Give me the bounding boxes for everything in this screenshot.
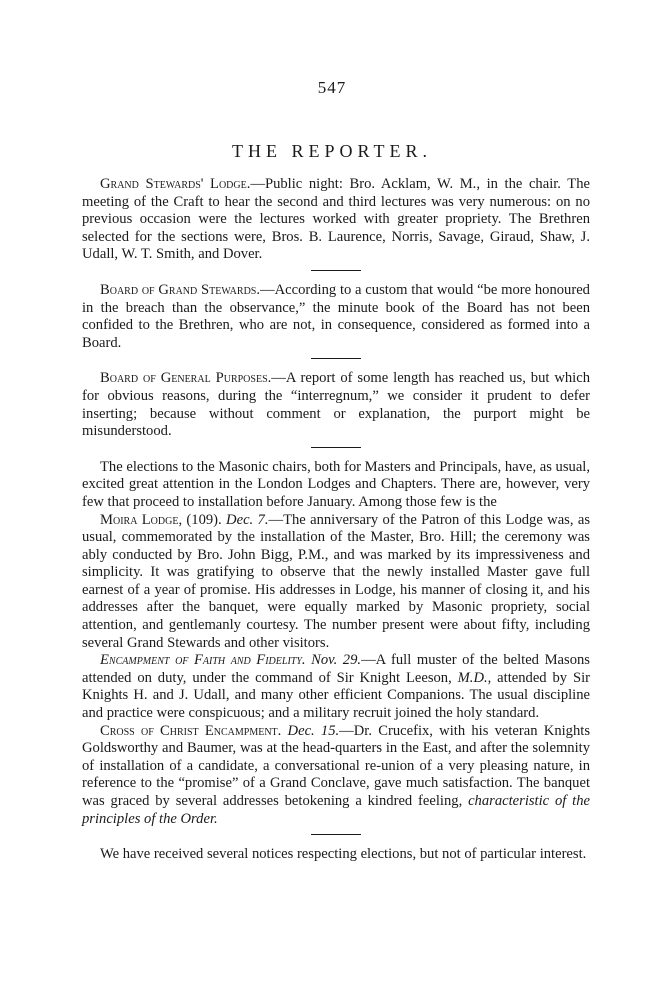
paragraph-text: The elections to the Masonic chairs, both for Masters and Principals, have, as usual, excited great attention in the London Lodges and Chapters. There are, however, very few that proceed to installation before January. Among those few is the — [82, 458, 590, 510]
paragraph-heading: Moira Lodge, (109). — [100, 511, 222, 528]
paragraph-heading: Encampment of Faith and Fidelity. — [100, 652, 306, 669]
paragraph-heading: Board of Grand Stewards. — [100, 281, 260, 298]
paragraph-text: We have received several notices respecting elections, but not of particular interest. — [100, 846, 587, 863]
paragraph-heading: Cross of Christ Encampment. — [100, 722, 282, 739]
paragraph-grand-stewards-lodge — [82, 176, 590, 264]
paragraph-date: Dec. 15. — [287, 722, 340, 739]
paragraph-text: —A full muster of the belted Masons attended on duty, under the command of Sir Knight Leeson, — [82, 652, 590, 686]
paragraph-moira-lodge — [82, 512, 590, 653]
article-body — [82, 176, 590, 864]
paragraph-text: —A report of some length has reached us, but which for obvious reasons, during the “interregnum,” we consider it prudent to defer inserting; because without comment or explanation, the purport might be misunderstood. — [82, 370, 591, 440]
md-abbrev: M.D. — [457, 669, 488, 686]
paragraph-text: —Dr. Crucefix, with his veteran Knights Goldsworthy and Baumer, was at the head-quarters in the East, and after the solemnity of installation of a candidate, a conversational re-union of a very pleasing nature, in reference to the “promise” of a Grand Conclave, gave much satisfaction. The banquet was graced by several addresses betokening a kindred feeling, — [82, 722, 590, 809]
paragraph-text: , attended by Sir Knights H. and J. Udall, and many other efficient Companions. The usual discipline and practice were conspicuous; and a military recruit joined the holy standard. — [82, 669, 590, 722]
paragraph-heading: Board of General Purposes. — [100, 370, 272, 387]
paragraph-date: Dec. 7. — [226, 511, 269, 528]
paragraph-text: —The anniversary of the Patron of this Lodge was, as usual, commemorated by the installation of the Master, Bro. Hill; the ceremony was ably conducted by Bro. John Bigg, P.M., and was marked by its impressiveness and simplicity. It was gratifying to observe that the newly installed Master gave full earnest of a year of promise. His addresses in Lodge, his manner of closing it, and his addresses after the banquet, were equally marked by Masonic propriety, social attention, and gentlemanly courtesy. The number present were about fifty, including several Grand Stewards and other visitors. — [82, 511, 590, 651]
paragraph-text: —Public night: Bro. Acklam, W. M., in the chair. The meeting of the Craft to hear the second and third lectures was very numerous: on no previous occasion were the lectures worked with greater propriety. The Brethren selected for the sections were, Bros. B. Laurence, Norris, Savage, Giraud, Shaw, J. Udall, W. T. Smith, and Dover. — [82, 176, 590, 263]
page-number: 547 — [317, 78, 347, 97]
section-divider — [311, 358, 361, 359]
paragraph-board-of-grand-stewards — [82, 282, 590, 352]
page-title: THE REPORTER. — [232, 141, 432, 161]
paragraph-heading: Grand Stewards' Lodge. — [100, 176, 251, 192]
paragraph-cross-of-christ — [82, 723, 590, 829]
paragraph-text-italic: characteristic of the principles of the Order. — [82, 793, 590, 827]
section-divider — [311, 447, 361, 448]
paragraph-notices — [82, 846, 590, 864]
section-divider — [311, 270, 361, 271]
paragraph-elections — [82, 459, 590, 512]
paragraph-date: Nov. 29. — [311, 652, 362, 669]
section-divider — [311, 834, 361, 835]
paragraph-encampment-faith-fidelity — [82, 652, 590, 722]
paragraph-text: —According to a custom that would “be more honoured in the breach than the observance,” the minute book of the Board has not been confided to the Brethren, who are not, in consequence, considered as formed into a Board. — [82, 281, 590, 351]
paragraph-board-of-general-purposes — [82, 370, 590, 440]
